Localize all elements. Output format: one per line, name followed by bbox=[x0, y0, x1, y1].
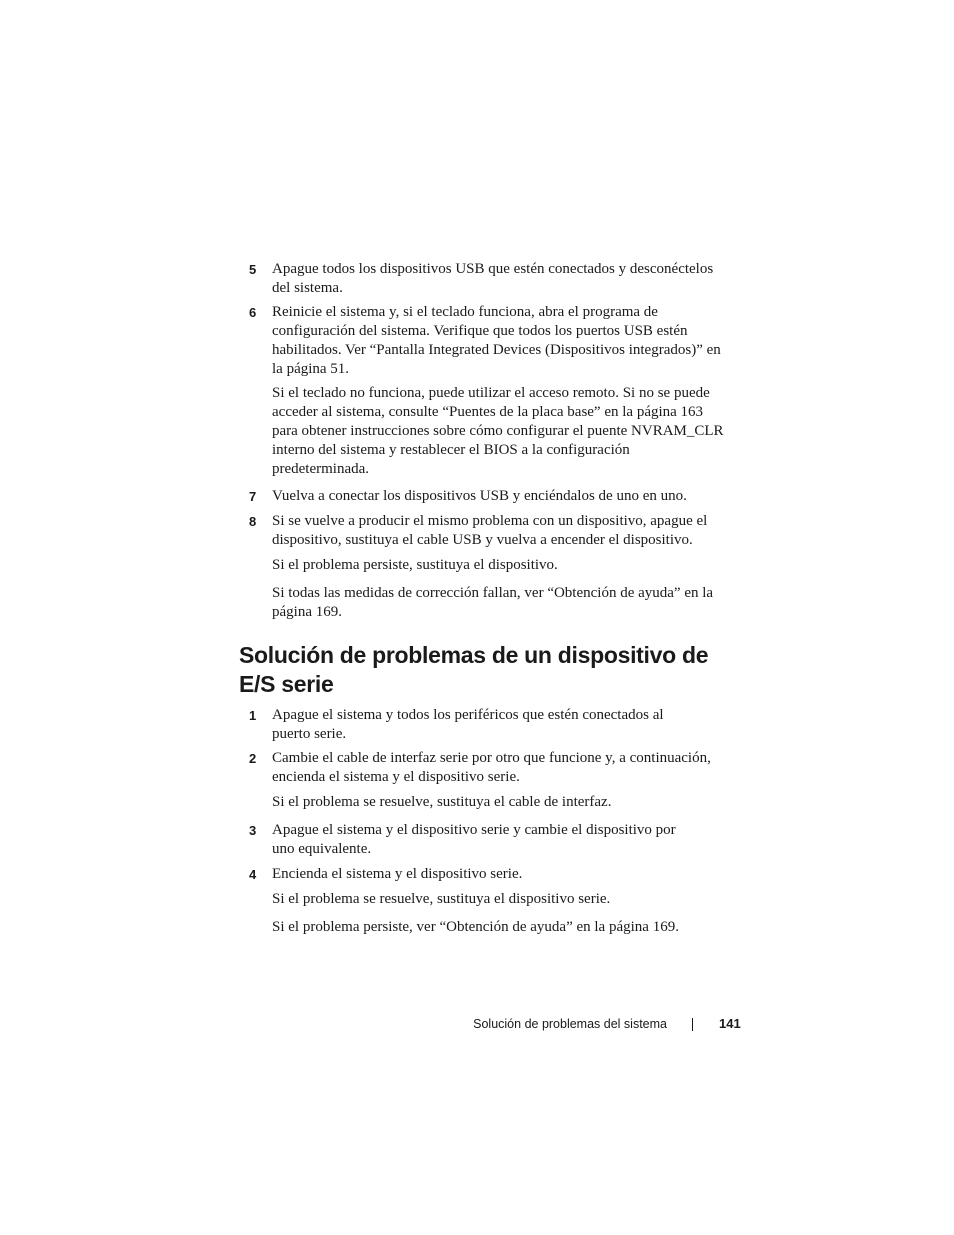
step-number: 5 bbox=[249, 262, 257, 277]
step-note: Si el teclado no funciona, puede utilizar el acceso remoto. Si no se puede acceder al sistema, consulte “Puentes de la placa base” en la página 163 para obtener instrucciones sobre cómo configurar el puente NVRAM_CLR interno del sistema y restablecer el BIOS a la configuración predeterminada. bbox=[272, 385, 724, 477]
step-note: Si el problema se resuelve, sustituya el dispositivo serie. bbox=[272, 891, 611, 907]
step-text: Apague todos los dispositivos USB que estén conectados y desconéctelos del sistema. bbox=[272, 261, 714, 296]
step-number: 8 bbox=[249, 514, 257, 529]
step-note: Si el problema persiste, ver “Obtención de ayuda” en la página 169. bbox=[272, 919, 679, 935]
page-number: 141 bbox=[719, 1016, 741, 1031]
step-text: Reinicie el sistema y, si el teclado funciona, abra el programa de configuración del sistema. Verifique que todos los puertos USB estén habilitados. Ver “Pantalla Integrated Devices (Dispositivos integrados)” en la página 51. bbox=[272, 304, 721, 377]
step-number: 7 bbox=[249, 489, 257, 504]
section-heading: Solución de problemas de un dispositivo de E/S serie bbox=[239, 642, 709, 697]
footer-divider bbox=[692, 1018, 693, 1031]
step-note: Si el problema se resuelve, sustituya el cable de interfaz. bbox=[272, 794, 612, 810]
step-number: 1 bbox=[249, 708, 257, 723]
step-note: Si todas las medidas de corrección fallan, ver “Obtención de ayuda” en la página 169. bbox=[272, 585, 714, 620]
step-number: 6 bbox=[249, 305, 257, 320]
footer-chapter-title: Solución de problemas del sistema bbox=[473, 1017, 667, 1031]
step-text: Apague el sistema y el dispositivo serie y cambie el dispositivo por uno equivalente. bbox=[272, 822, 676, 857]
step-text: Apague el sistema y todos los periféricos que estén conectados al puerto serie. bbox=[272, 707, 664, 742]
step-number: 2 bbox=[249, 751, 257, 766]
step-text: Encienda el sistema y el dispositivo serie. bbox=[272, 866, 523, 882]
step-text: Si se vuelve a producir el mismo problema con un dispositivo, apague el dispositivo, sustituya el cable USB y vuelva a encender el dispositivo. bbox=[272, 513, 708, 548]
step-number: 4 bbox=[249, 867, 257, 882]
step-text: Cambie el cable de interfaz serie por otro que funcione y, a continuación, encienda el sistema y el dispositivo serie. bbox=[272, 750, 711, 785]
step-note: Si el problema persiste, sustituya el dispositivo. bbox=[272, 557, 558, 573]
step-text: Vuelva a conectar los dispositivos USB y enciéndalos de uno en uno. bbox=[272, 488, 687, 504]
step-number: 3 bbox=[249, 823, 257, 838]
